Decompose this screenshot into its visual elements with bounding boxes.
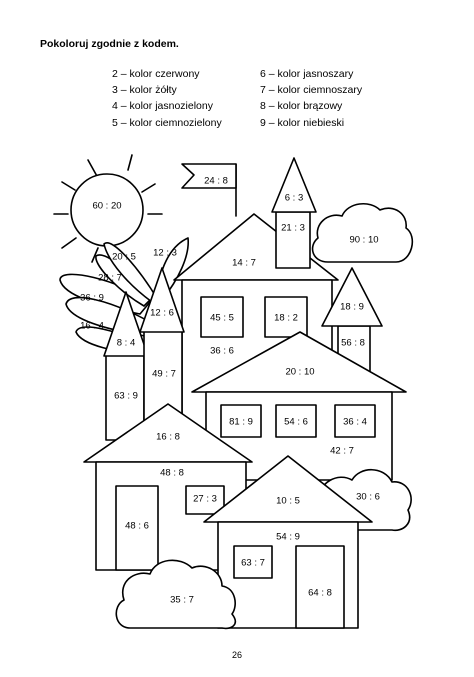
label: 35 : 7 (170, 594, 194, 606)
label: 90 : 10 (349, 234, 379, 246)
color-key-item: 9 – kolor niebieski (260, 116, 345, 129)
label: 21 : 3 (281, 222, 305, 234)
color-key-item: 6 – kolor jasnoszary (260, 68, 354, 80)
tower-roof (272, 158, 316, 212)
label: 18 : 2 (274, 312, 298, 324)
color-key-item: 3 – kolor żółty (112, 84, 177, 97)
color-key-item: 7 – kolor ciemnoszary (260, 84, 363, 97)
label: 12 : 3 (153, 247, 177, 259)
label: 36 : 9 (80, 292, 104, 304)
color-key-item: 4 – kolor jasnozielony (112, 100, 213, 113)
page-number: 26 (231, 650, 242, 660)
label: 16 : 4 (80, 320, 104, 332)
label: 81 : 9 (229, 416, 253, 428)
label: 18 : 9 (340, 301, 364, 313)
label: 12 : 6 (150, 307, 174, 319)
label: 42 : 7 (330, 445, 354, 457)
label: 36 : 4 (343, 416, 367, 428)
color-key-item: 8 – kolor brązowy (260, 100, 343, 113)
cloud-right (313, 204, 413, 262)
label: 14 : 7 (232, 257, 256, 269)
label: 63 : 9 (114, 390, 138, 402)
label: 30 : 6 (356, 491, 380, 503)
label: 28 : 7 (98, 272, 122, 284)
tower (276, 212, 310, 268)
label: 54 : 9 (276, 531, 300, 543)
label: 63 : 7 (241, 557, 265, 569)
label: 10 : 5 (276, 495, 300, 507)
label: 64 : 8 (308, 587, 332, 599)
label: 27 : 3 (193, 493, 217, 505)
label: 20 : 10 (285, 366, 315, 378)
label: 20 : 5 (112, 251, 136, 263)
label: 6 : 3 (284, 192, 304, 204)
label: 36 : 6 (210, 345, 234, 357)
color-key-item: 2 – kolor czerwony (112, 68, 200, 80)
label: 16 : 8 (156, 431, 180, 443)
label: 54 : 6 (284, 416, 308, 428)
label: 48 : 8 (160, 467, 184, 479)
label: 48 : 6 (125, 520, 149, 532)
color-key-item: 5 – kolor ciemnozielony (112, 116, 222, 129)
instruction-title: Pokoloruj zgodnie z kodem. (40, 38, 179, 50)
label: 24 : 8 (204, 175, 228, 187)
label: 56 : 8 (341, 337, 365, 349)
label: 49 : 7 (152, 368, 176, 380)
label: 8 : 4 (116, 337, 136, 349)
label: 60 : 20 (92, 200, 122, 212)
label: 45 : 5 (210, 312, 234, 324)
